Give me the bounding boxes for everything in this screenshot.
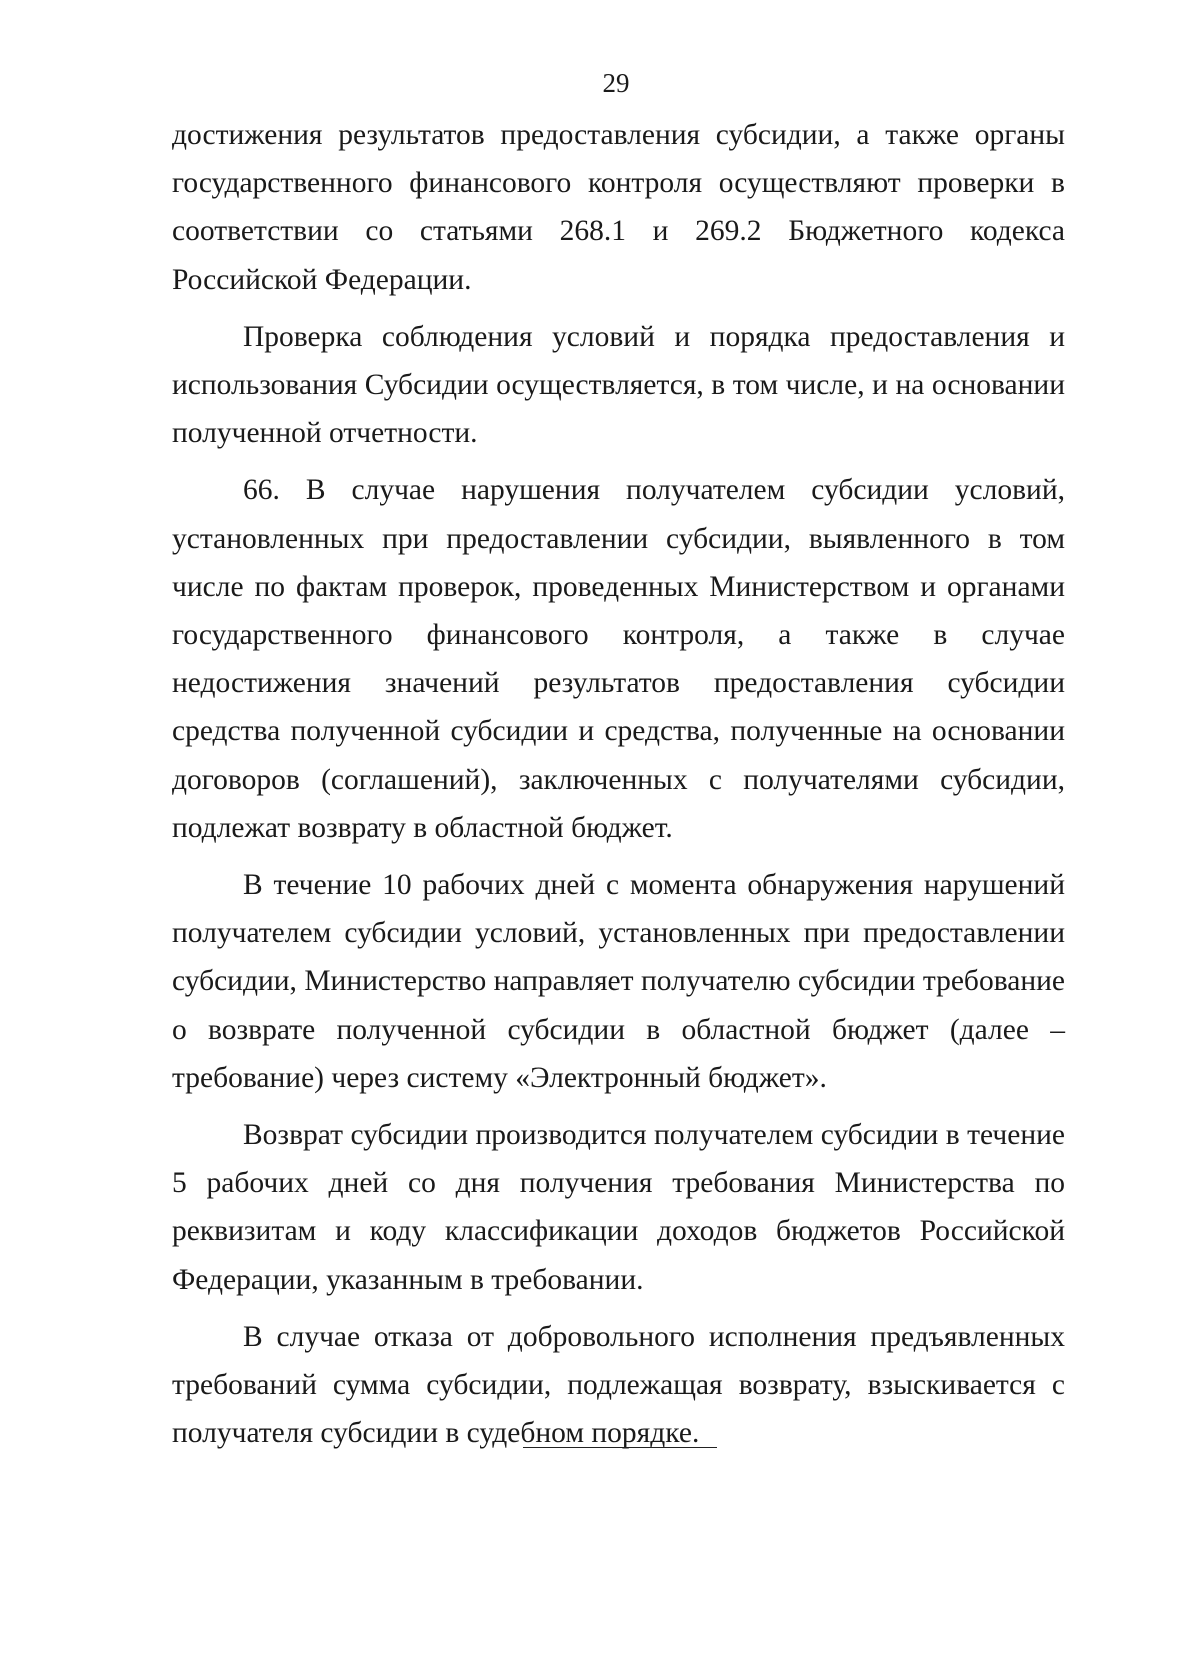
paragraph-verification: Проверка соблюдения условий и порядка предоставления и использования Субсидии осуществляется, в том числе, и на основании полученной отчетности. (172, 320, 1065, 450)
paragraph-continuation: достижения результатов предоставления субсидии, а также органы государственного финансового контроля осуществляют проверки в соответствии со статьями 268.1 и 269.2 Бюджетного кодекса Российской Федерации. (172, 119, 1065, 296)
end-separator-line (523, 1447, 717, 1448)
paragraph-clause-66: 66. В случае нарушения получателем субсидии условий, установленных при предоставлении субсидии, выявленного в том числе по фактам проверок, проведенных Министерством и органами государственного финансового контроля, а также в случае недостижения значений результатов предоставления субсидии средства полученной субсидии и средства, полученные на основании договоров (соглашений), заключенных с получателями субсидии, подлежат возврату в областной бюджет. (172, 474, 1065, 844)
document-body (172, 111, 1065, 1466)
page-number: 29 (602, 68, 630, 98)
paragraph-demand-notice: В течение 10 рабочих дней с момента обнаружения нарушений получателем субсидии условий, установленных при предоставлении субсидии, Министерство направляет получателю субсидии требование о возврате полученной субсидии в областной бюджет (далее – требование) через систему «Электронный бюджет». (172, 869, 1065, 1094)
paragraph-court-recovery: В случае отказа от добровольного исполнения предъявленных требований сумма субсидии, подлежащая возврату, взыскивается с получателя субсидии в судебном порядке. (172, 1320, 1065, 1450)
paragraph-refund-term: Возврат субсидии производится получателем субсидии в течение 5 рабочих дней со дня получения требования Министерства по реквизитам и коду классификации доходов бюджетов Российской Федерации, указанным в требовании. (172, 1119, 1065, 1296)
